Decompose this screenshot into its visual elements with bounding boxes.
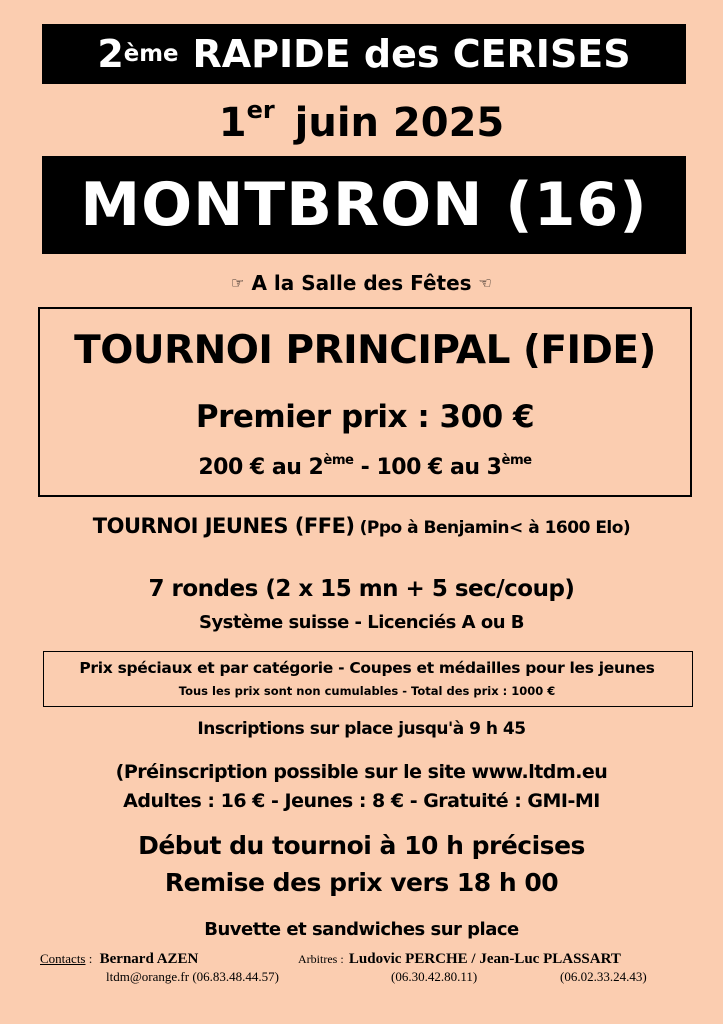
city-bar bbox=[42, 156, 686, 254]
title-bar: 2 ème RAPIDE des CERISES bbox=[42, 24, 686, 84]
special-prizes-box bbox=[43, 651, 693, 707]
edition-number: 2 bbox=[97, 32, 124, 76]
arbiters-label: Arbitres : bbox=[298, 952, 344, 966]
arbiters-names: Ludovic PERCHE / Jean-Luc PLASSART bbox=[348, 951, 621, 967]
prize-ceremony: Remise des prix vers 18 h 00 bbox=[164, 868, 559, 897]
onsite-registration: Inscriptions sur place jusqu'à 9 h 45 bbox=[197, 719, 526, 739]
special-prizes-line1: Prix spéciaux et par catégorie - Coupes et médailles pour les jeunes bbox=[79, 659, 655, 677]
footer-line1 bbox=[40, 950, 198, 968]
date-rest: juin 2025 bbox=[294, 100, 505, 146]
pointing-right-hand-icon: ☞ bbox=[231, 274, 245, 292]
city-name: MONTBRON (16) bbox=[80, 170, 648, 240]
system: Système suisse - Licenciés A ou B bbox=[198, 612, 525, 633]
youth-detail: (Ppo à Benjamin< à 1600 Elo) bbox=[359, 518, 631, 538]
main-tournament-box bbox=[38, 307, 692, 497]
refreshments: Buvette et sandwiches sur place bbox=[204, 919, 519, 940]
event-name: RAPIDE des CERISES bbox=[192, 32, 631, 76]
date-day-suffix: er bbox=[246, 96, 275, 124]
youth-tournament bbox=[0, 510, 723, 544]
venue-text: A la Salle des Fêtes bbox=[251, 271, 472, 295]
event-date bbox=[0, 98, 723, 148]
third-suffix: ème bbox=[501, 453, 532, 469]
special-prizes-line2: Tous les prix sont non cumulables - Total des prix : 1000 € bbox=[178, 684, 556, 698]
tournament-start: Début du tournoi à 10 h précises bbox=[138, 831, 585, 860]
other-prizes bbox=[40, 453, 690, 483]
second-prize: 200 € au 2 bbox=[198, 455, 324, 480]
pre-registration: (Préinscription possible sur le site www.ltdm.eu bbox=[115, 761, 608, 783]
contacts-separator: : bbox=[85, 951, 93, 966]
third-prize: - 100 € au 3 bbox=[353, 455, 502, 480]
contact-name: Bernard AZEN bbox=[99, 951, 199, 967]
pointing-left-hand-icon: ☜ bbox=[478, 274, 492, 292]
second-suffix: ème bbox=[323, 453, 354, 469]
contacts-label: Contacts bbox=[40, 951, 86, 966]
arbiter2-phone: (06.02.33.24.43) bbox=[560, 969, 647, 984]
contact-details: ltdm@orange.fr (06.83.48.44.57) bbox=[106, 969, 279, 984]
venue bbox=[0, 270, 723, 296]
rounds: 7 rondes (2 x 15 mn + 5 sec/coup) bbox=[148, 576, 575, 602]
entry-fees: Adultes : 16 € - Jeunes : 8 € - Gratuité : GMI-MI bbox=[123, 790, 600, 812]
date-day: 1 bbox=[218, 100, 247, 146]
arbiters bbox=[298, 950, 621, 968]
first-prize: Premier prix : 300 € bbox=[195, 399, 535, 435]
arbiter1-phone: (06.30.42.80.11) bbox=[391, 969, 478, 984]
youth-title: TOURNOI JEUNES (FFE) bbox=[92, 514, 355, 538]
main-tournament-title: TOURNOI PRINCIPAL (FIDE) bbox=[74, 328, 656, 373]
